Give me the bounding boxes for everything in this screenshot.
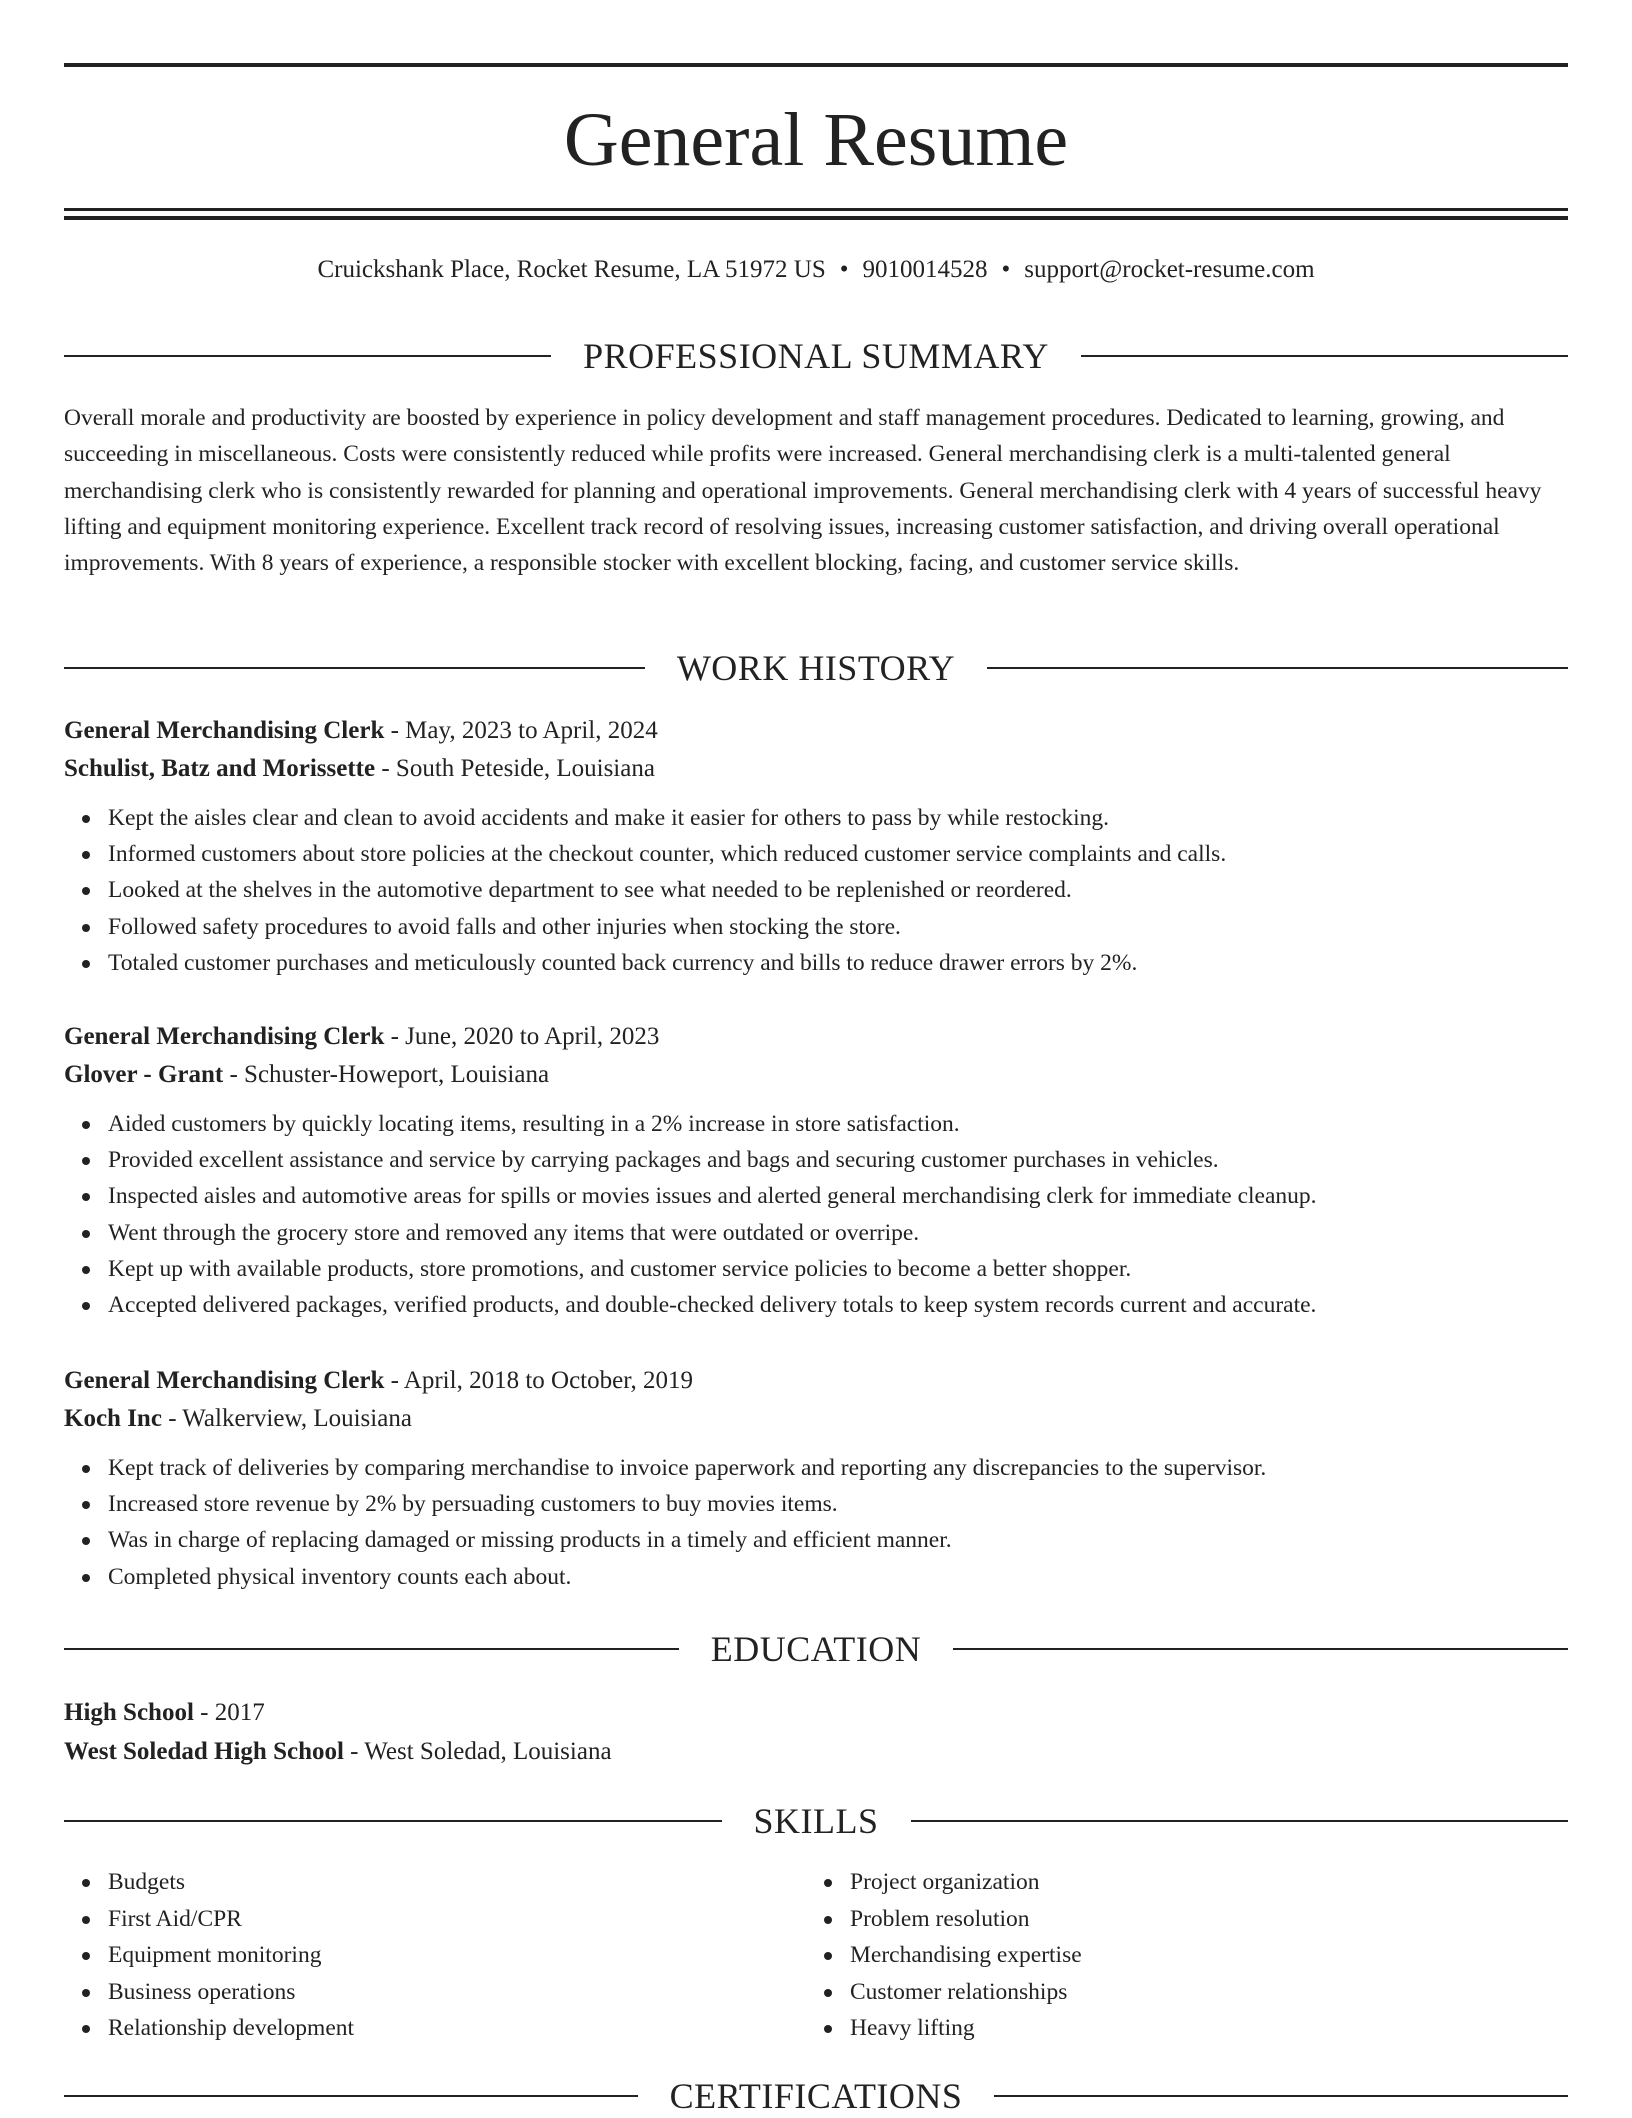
title-rule-upper: [64, 208, 1568, 211]
job-entry: [64, 1362, 1568, 1595]
heading-rule: [64, 1648, 679, 1650]
heading-rule: [64, 667, 645, 669]
job-title-line: [64, 1018, 1568, 1056]
job-company-line: [64, 1400, 1568, 1438]
list-item: Kept the aisles clear and clean to avoid accidents and make it easier for others to pass by while restocking.: [108, 800, 1568, 836]
list-item: Completed physical inventory counts each about.: [108, 1559, 1568, 1595]
skill-item: Equipment monitoring: [108, 1937, 806, 1974]
section-title: SKILLS: [753, 1801, 879, 1841]
education-year: - 2017: [193, 1699, 265, 1726]
job-title: General Merchandising Clerk: [64, 717, 385, 744]
skill-item: Customer relationships: [850, 1974, 1548, 2011]
list-item: Kept track of deliveries by comparing merchandise to invoice paperwork and reporting any discrepancies to the supervisor.: [108, 1450, 1568, 1486]
contact-email: support@rocket-resume.com: [1024, 256, 1315, 283]
contact-phone: 9010014528: [862, 256, 988, 283]
job-bullets: [64, 1450, 1568, 1595]
skill-item: Heavy lifting: [850, 2010, 1548, 2047]
skills-list: [64, 1864, 1568, 2047]
heading-rule: [987, 667, 1568, 669]
education-location: - West Soledad, Louisiana: [343, 1738, 612, 1765]
page-title: General Resume: [563, 98, 1069, 182]
list-item: Increased store revenue by 2% by persuading customers to buy movies items.: [108, 1486, 1568, 1522]
education-school: West Soledad High School: [64, 1738, 344, 1765]
section-heading-work-history: [64, 646, 1568, 690]
title-rule-lower: [64, 216, 1568, 220]
education-school-line: [64, 1732, 1568, 1771]
list-item: Kept up with available products, store promotions, and customer service policies to become a better shopper.: [108, 1251, 1568, 1287]
job-dates: - May, 2023 to April, 2024: [384, 717, 658, 744]
job-location: - South Peteside, Louisiana: [375, 755, 655, 782]
job-company-line: [64, 750, 1568, 788]
job-company: Koch Inc: [64, 1405, 162, 1432]
job-title: General Merchandising Clerk: [64, 1023, 385, 1050]
job-title-line: [64, 712, 1568, 750]
summary-text: Overall morale and productivity are boosted by experience in policy development and staff management procedures. Dedicated to learning, growing, and succeeding in miscellaneous. Costs were consistently reduced while profits were increased. General merchandising clerk is a multi-talented general merchandising clerk who is consistently rewarded for planning and operational improvements. General merchandising clerk with 4 years of successful heavy lifting and equipment monitoring experience. Excellent track record of resolving issues, increasing customer satisfaction, and driving overall operational improvements. With 8 years of experience, a responsible stocker with excellent blocking, facing, and customer service skills.: [64, 405, 1542, 577]
job-company: Glover - Grant: [64, 1061, 224, 1088]
section-title: CERTIFICATIONS: [669, 2076, 963, 2116]
list-item: Accepted delivered packages, verified products, and double-checked delivery totals to keep system records current and accurate.: [108, 1287, 1568, 1323]
heading-rule: [911, 1820, 1569, 1822]
contact-address: Cruickshank Place, Rocket Resume, LA 51972 US: [317, 256, 826, 283]
top-rule: [64, 63, 1568, 67]
skill-item: Budgets: [108, 1864, 806, 1901]
list-item: Informed customers about store policies at the checkout counter, which reduced customer service complaints and calls.: [108, 836, 1568, 872]
job-bullets: [64, 800, 1568, 981]
education-entry: [64, 1693, 1568, 1771]
section-title: PROFESSIONAL SUMMARY: [583, 336, 1049, 376]
job-bullets: [64, 1106, 1568, 1323]
heading-rule: [953, 1648, 1568, 1650]
skill-item: Relationship development: [108, 2010, 806, 2047]
list-item: Was in charge of replacing damaged or missing products in a timely and efficient manner.: [108, 1522, 1568, 1558]
education-degree: High School: [64, 1699, 194, 1726]
heading-rule: [64, 355, 551, 357]
list-item: Looked at the shelves in the automotive department to see what needed to be replenished or reordered.: [108, 872, 1568, 908]
job-entry: [64, 1018, 1568, 1323]
list-item: Aided customers by quickly locating items, resulting in a 2% increase in store satisfaction.: [108, 1106, 1568, 1142]
contact-separator: •: [839, 256, 849, 283]
job-title: General Merchandising Clerk: [64, 1367, 385, 1394]
section-heading-education: [64, 1627, 1568, 1671]
skills-column-left: [64, 1864, 806, 2047]
job-title-line: [64, 1362, 1568, 1400]
skill-item: First Aid/CPR: [108, 1901, 806, 1938]
job-entry: [64, 712, 1568, 981]
heading-rule: [64, 2095, 638, 2097]
skill-item: Business operations: [108, 1974, 806, 2011]
skill-item: Problem resolution: [850, 1901, 1548, 1938]
heading-rule: [64, 1820, 722, 1822]
job-dates: - April, 2018 to October, 2019: [384, 1367, 694, 1394]
section-title: EDUCATION: [710, 1629, 922, 1669]
contact-line: [64, 252, 1568, 288]
section-heading-certifications: [64, 2074, 1568, 2118]
job-company: Schulist, Batz and Morissette: [64, 755, 376, 782]
list-item: Went through the grocery store and removed any items that were outdated or overripe.: [108, 1215, 1568, 1251]
section-heading-summary: [64, 334, 1568, 378]
skill-item: Merchandising expertise: [850, 1937, 1548, 1974]
heading-rule: [994, 2095, 1568, 2097]
job-location: - Schuster-Howeport, Louisiana: [223, 1061, 550, 1088]
section-heading-skills: [64, 1799, 1568, 1843]
list-item: Inspected aisles and automotive areas for spills or movies issues and alerted general merchandising clerk for immediate cleanup.: [108, 1178, 1568, 1214]
job-location: - Walkerview, Louisiana: [161, 1405, 412, 1432]
heading-rule: [1081, 355, 1568, 357]
job-company-line: [64, 1056, 1568, 1094]
section-title: WORK HISTORY: [676, 648, 956, 688]
education-degree-line: [64, 1693, 1568, 1732]
contact-separator: •: [1001, 256, 1011, 283]
list-item: Totaled customer purchases and meticulously counted back currency and bills to reduce drawer errors by 2%.: [108, 945, 1568, 981]
job-dates: - June, 2020 to April, 2023: [384, 1023, 660, 1050]
list-item: Followed safety procedures to avoid falls and other injuries when stocking the store.: [108, 909, 1568, 945]
skills-column-right: [806, 1864, 1548, 2047]
skill-item: Project organization: [850, 1864, 1548, 1901]
list-item: Provided excellent assistance and service by carrying packages and bags and securing customer purchases in vehicles.: [108, 1142, 1568, 1178]
